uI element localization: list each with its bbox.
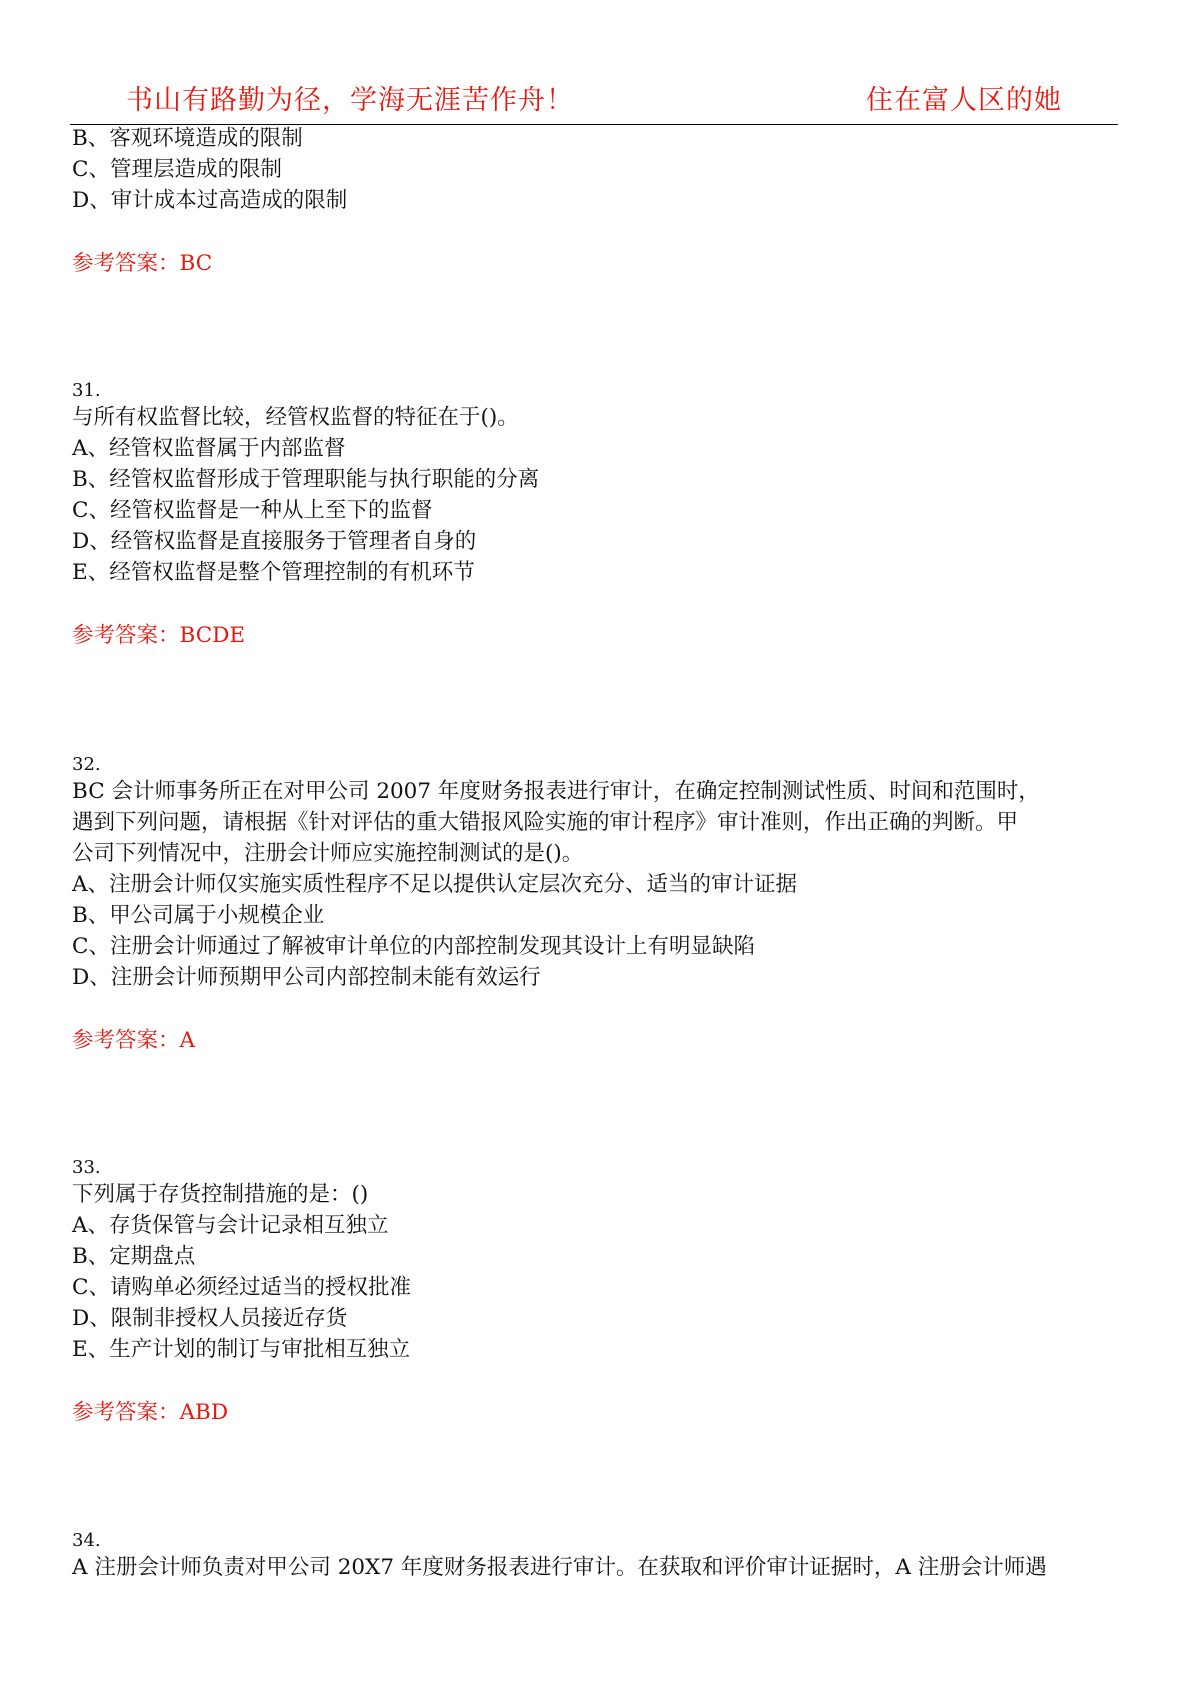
q33-option-e: E、生产计划的制订与审批相互独立 [72, 1337, 411, 1362]
q33-option-c: C、请购单必须经过适当的授权批准 [72, 1275, 411, 1300]
q30-option-c: C、管理层造成的限制 [72, 157, 282, 182]
q31-option-d: D、经管权监督是直接服务于管理者自身的 [72, 529, 477, 554]
q31-option-c: C、经管权监督是一种从上至下的监督 [72, 498, 433, 523]
q32-stem-line-2: 遇到下列问题，请根据《针对评估的重大错报风险实施的审计程序》审计准则，作出正确的判断。甲 [72, 810, 1019, 835]
q31-answer: 参考答案：BCDE [72, 623, 246, 648]
q32-answer: 参考答案：A [72, 1028, 196, 1053]
q31-option-b: B、经管权监督形成于管理职能与执行职能的分离 [72, 467, 540, 492]
q32-option-a: A、注册会计师仅实施实质性程序不足以提供认定层次充分、适当的审计证据 [72, 872, 798, 897]
header-motto: 书山有路勤为径，学海无涯苦作舟！ [126, 85, 574, 116]
q34-number: 34. [72, 1530, 101, 1551]
q32-option-b: B、甲公司属于小规模企业 [72, 903, 325, 928]
q34-stem-line-1: A 注册会计师负责对甲公司 20X7 年度财务报表进行审计。在获取和评价审计证据时，A 注册会计师遇 [72, 1555, 1047, 1580]
q33-option-d: D、限制非授权人员接近存货 [72, 1306, 348, 1331]
q30-option-b: B、客观环境造成的限制 [72, 126, 303, 151]
header-author: 住在富人区的她 [866, 85, 1062, 116]
q30-answer: 参考答案：BC [72, 251, 213, 276]
q31-number: 31. [72, 380, 101, 401]
q31-stem: 与所有权监督比较，经管权监督的特征在于()。 [72, 405, 519, 430]
q32-option-c: C、注册会计师通过了解被审计单位的内部控制发现其设计上有明显缺陷 [72, 934, 755, 959]
q33-number: 33. [72, 1157, 101, 1178]
q30-option-d: D、审计成本过高造成的限制 [72, 188, 348, 213]
q32-stem-line-3: 公司下列情况中，注册会计师应实施控制测试的是()。 [72, 841, 584, 866]
page-header [70, 78, 1118, 125]
q33-stem: 下列属于存货控制措施的是：() [72, 1182, 369, 1207]
q32-number: 32. [72, 754, 101, 775]
q32-option-d: D、注册会计师预期甲公司内部控制未能有效运行 [72, 965, 541, 990]
q31-option-e: E、经管权监督是整个管理控制的有机环节 [72, 560, 475, 585]
q31-option-a: A、经管权监督属于内部监督 [72, 436, 346, 461]
q33-option-b: B、定期盘点 [72, 1244, 196, 1269]
q33-option-a: A、存货保管与会计记录相互独立 [72, 1213, 389, 1238]
q33-answer: 参考答案：ABD [72, 1400, 229, 1425]
q32-stem-line-1: BC 会计师事务所正在对甲公司 2007 年度财务报表进行审计，在确定控制测试性质、时间和范围时， [72, 779, 1040, 804]
